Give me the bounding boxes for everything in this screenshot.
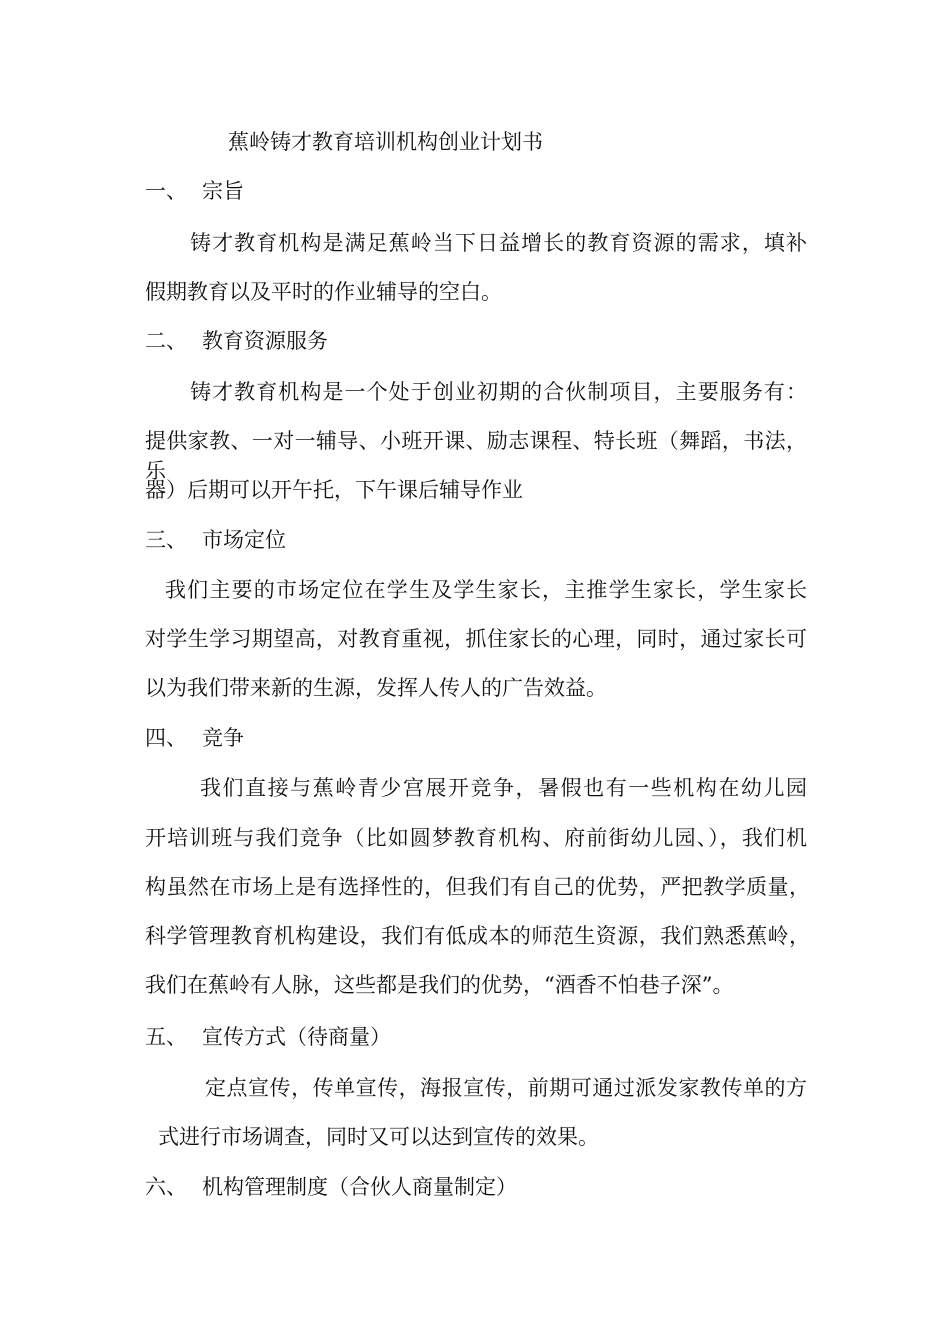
section-title: 竞争: [202, 726, 244, 750]
paragraph-line: 我们直接与蕉岭青少宫展开竞争，暑假也有一些机构在幼儿园: [200, 776, 807, 800]
paragraph-line: 式进行市场调查，同时又可以达到宣传的效果。: [158, 1125, 599, 1149]
section-number: 六、: [145, 1175, 187, 1199]
paragraph-line: 提供家教、一对一辅导、小班开课、励志课程、特长班（舞蹈，书法，乐: [145, 429, 807, 483]
section-number: 四、: [145, 726, 187, 750]
paragraph-line: 我们在蕉岭有人脉，这些都是我们的优势，“酒香不怕巷子深”。: [145, 973, 734, 997]
paragraph-line: 开培训班与我们竞争（比如圆梦教育机构、府前街幼儿园、），我们机: [145, 826, 807, 850]
paragraph-line: 我们主要的市场定位在学生及学生家长，主推学生家长，学生家长: [165, 578, 807, 602]
section-heading-5: [145, 1022, 391, 1052]
section-heading-3: [145, 525, 286, 555]
section-title: 教育资源服务: [202, 329, 328, 353]
paragraph-line: 定点宣传，传单宣传，海报宣传，前期可通过派发家教传单的方: [205, 1076, 807, 1100]
section-heading-4: [145, 723, 244, 753]
section-title: 宗旨: [202, 179, 244, 203]
section-number: 一、: [145, 179, 187, 203]
section-number: 五、: [145, 1025, 187, 1049]
paragraph-line: 科学管理教育机构建设，我们有低成本的师范生资源，我们熟悉蕉岭，: [145, 924, 810, 948]
section-heading-6: [145, 1172, 517, 1202]
section-title: 机构管理制度（合伙人商量制定）: [202, 1175, 517, 1199]
section-number: 二、: [145, 329, 187, 353]
paragraph-line: 以为我们带来新的生源，发挥人传人的广告效益。: [145, 676, 607, 700]
paragraph-line: 构虽然在市场上是有选择性的，但我们有自己的优势，严把教学质量，: [145, 875, 810, 899]
paragraph-line: 假期教育以及平时的作业辅导的空白。: [145, 280, 502, 304]
section-title: 市场定位: [202, 528, 286, 552]
section-number: 三、: [145, 528, 187, 552]
document-title: 蕉岭铸才教育培训机构创业计划书: [228, 130, 543, 154]
paragraph-line: 铸才教育机构是一个处于创业初期的合伙制项目，主要服务有：: [190, 380, 807, 404]
paragraph-line: 铸才教育机构是满足蕉岭当下日益增长的教育资源的需求，填补: [190, 231, 807, 255]
section-heading-1: [145, 176, 244, 206]
paragraph-line: 器）后期可以开午托，下午课后辅导作业: [145, 478, 523, 502]
paragraph-line: 对学生学习期望高，对教育重视，抓住家长的心理，同时，通过家长可: [145, 627, 807, 651]
section-title: 宣传方式（待商量）: [202, 1025, 391, 1049]
section-heading-2: [145, 326, 328, 356]
